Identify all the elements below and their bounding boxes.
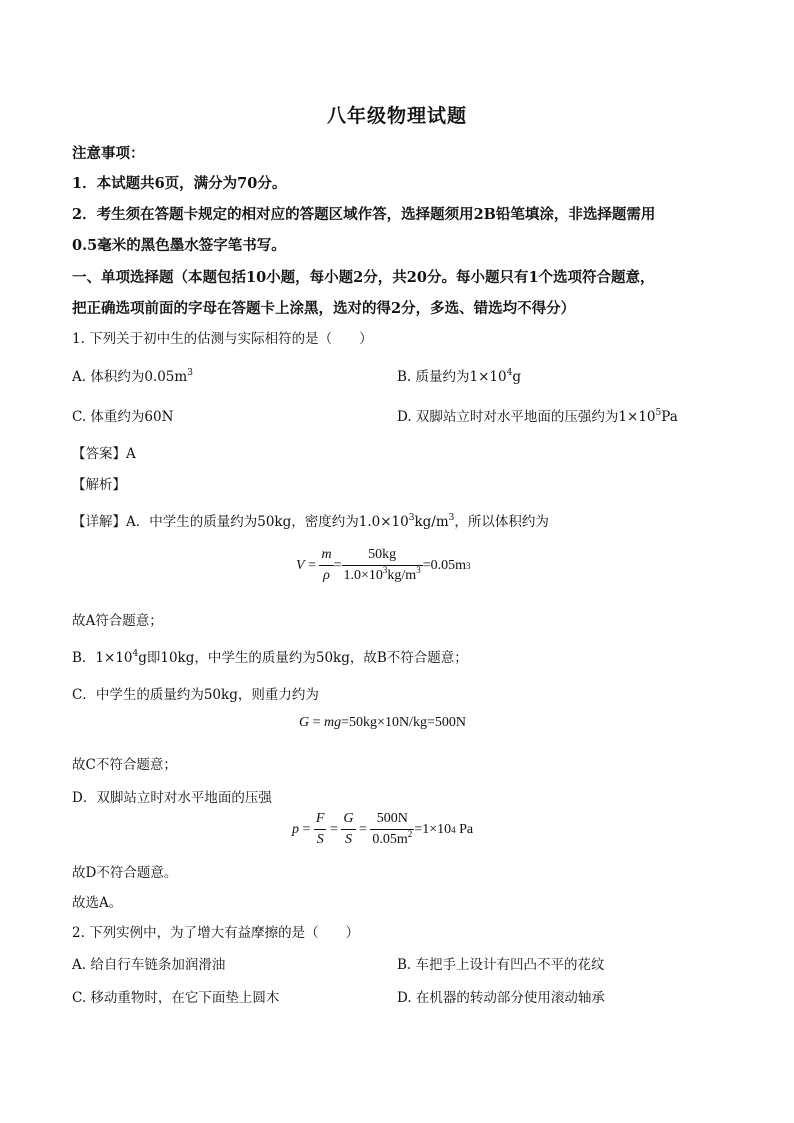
question-2-stem: 2. 下列实例中，为了增大有益摩擦的是（ ） (72, 925, 360, 941)
section-heading-line-1: 一、单项选择题（本题包括10小题，每小题2分，共20分。每小题只有1个选项符合题意， (72, 269, 655, 286)
q2-option-c: C. 移动重物时，在它下面垫上圆木 (72, 990, 280, 1006)
eq3-fraction-3 (370, 811, 414, 848)
detail-line (72, 510, 549, 530)
section-heading-line-2: 把正确选项前面的字母在答题卡上涂黑，选对的得2分，多选、错选均不得分） (72, 300, 576, 317)
eq1-den-2 (342, 566, 423, 584)
d-conclusion: 故D不符合题意。 (72, 865, 178, 881)
q1-option-d-exponent: 5 (655, 408, 662, 418)
q1-option-a-exponent: 3 (187, 368, 193, 378)
b-line-exponent: 4 (132, 649, 139, 659)
notice-item-1: 1．本试题共6页，满分为70分。 (72, 175, 287, 192)
eq2-lhs: G (299, 715, 310, 730)
q1-option-d-text: D. 双脚站立时对水平地面的压强约为1×10 (397, 409, 656, 425)
q1-option-b-exponent: 4 (506, 368, 513, 378)
q1-option-d-unit: Pa (661, 409, 678, 425)
detail-text-post: ，所以体积约为 (454, 514, 549, 530)
a-conclusion: 故A符合题意； (72, 613, 163, 629)
eq3-fraction-1 (314, 811, 327, 848)
q1-option-a (72, 365, 193, 385)
c-line: C．中学生的质量约为50kg，则重力约为 (72, 687, 319, 703)
notice-item-2-line-1: 2．考生须在答题卡规定的相对应的答题区域作答，选择题须用2B铅笔填涂，非选择题需用 (72, 206, 656, 223)
eq3-num-3: 500N (370, 811, 414, 830)
eq1-lhs: V (296, 557, 305, 573)
d-line: D．双脚站立时对水平地面的压强 (72, 790, 272, 806)
eq1-den-2-exp2: 3 (416, 565, 421, 575)
q1-option-d (397, 405, 678, 425)
q1-option-b-unit: g (512, 369, 521, 385)
b-line (72, 646, 468, 666)
eq1-num-2: 50kg (342, 547, 423, 566)
eq2-mid: mg (324, 715, 342, 730)
q1-option-a-text: A. 体积约为0.05m (72, 369, 188, 385)
answer-label: 【答案】A (72, 446, 136, 462)
eq3-result: =1×10 (414, 821, 452, 837)
equation-volume: V = $\frac{m}{\rho}$ = $\frac{50kg}{1.0\times 10^3kg/m^3}$ =0.05m 3 (296, 547, 471, 583)
eq1-den-2-exp1: 3 (382, 565, 388, 575)
b-line-pre: B．1×10 (72, 650, 133, 666)
detail-text-pre: 【详解】A．中学生的质量约为50kg，密度约为1.0×10 (72, 514, 409, 530)
detail-unit: kg/m (414, 514, 449, 530)
eq3-fraction-2 (341, 811, 355, 848)
q2-option-a: A. 给自行车链条加润滑油 (72, 957, 226, 973)
eq1-den-2-mid: kg/m (387, 568, 417, 583)
eq3-num-2: G (341, 811, 355, 830)
eq1-num-1: m (319, 547, 333, 566)
detail-exponent-2: 3 (448, 513, 455, 523)
notice-item-2-line-2: 0.5毫米的黑色墨水签字笔书写。 (72, 237, 286, 254)
page-title: 八年级物理试题 (326, 105, 467, 127)
eq3-den-3 (370, 830, 414, 848)
question-1-stem: 1. 下列关于初中生的估测与实际相符的是（ ） (72, 331, 373, 347)
eq3-lhs: p (292, 821, 299, 837)
q1-option-b-text: B. 质量约为1×10 (397, 369, 507, 385)
eq1-result: =0.05m (422, 557, 466, 573)
equation-gravity: G = mg=50kg×10N/kg=500N (299, 715, 466, 730)
detail-exponent-1: 3 (408, 513, 415, 523)
q2-option-d: D. 在机器的转动部分使用滚动轴承 (397, 990, 605, 1006)
eq1-fraction-2 (342, 547, 423, 584)
eq1-fraction-1 (319, 547, 333, 584)
eq3-den-1: S (316, 832, 324, 847)
eq3-den-2: S (344, 832, 352, 847)
c-conclusion: 故C不符合题意； (72, 757, 177, 773)
b-line-post: g即10kg，中学生的质量约为50kg，故B不符合题意； (138, 650, 468, 666)
analysis-heading: 【解析】 (72, 477, 126, 493)
eq1-den-1: ρ (323, 568, 330, 583)
equation-pressure: p = $\frac{F}{S}$ = $\frac{G}{S}$ = $\frac{500N}{0.05m^2}$ =1×10 4 Pa (292, 811, 474, 847)
eq3-result-unit: Pa (459, 821, 474, 837)
eq3-den-3-exp: 2 (407, 829, 413, 839)
eq3-den-3-pre: 0.05m (372, 832, 408, 847)
eq1-den-2-pre: 1.0×10 (343, 568, 383, 583)
notice-heading: 注意事项： (72, 145, 145, 162)
eq2-rest: =50kg×10N/kg=500N (341, 715, 466, 730)
q1-option-c: C. 体重约为60N (72, 409, 174, 425)
final-choice: 故选A。 (72, 895, 123, 911)
q1-option-b (397, 365, 521, 385)
q2-option-b: B. 车把手上设计有凹凸不平的花纹 (397, 957, 605, 973)
eq3-num-1: F (314, 811, 327, 830)
